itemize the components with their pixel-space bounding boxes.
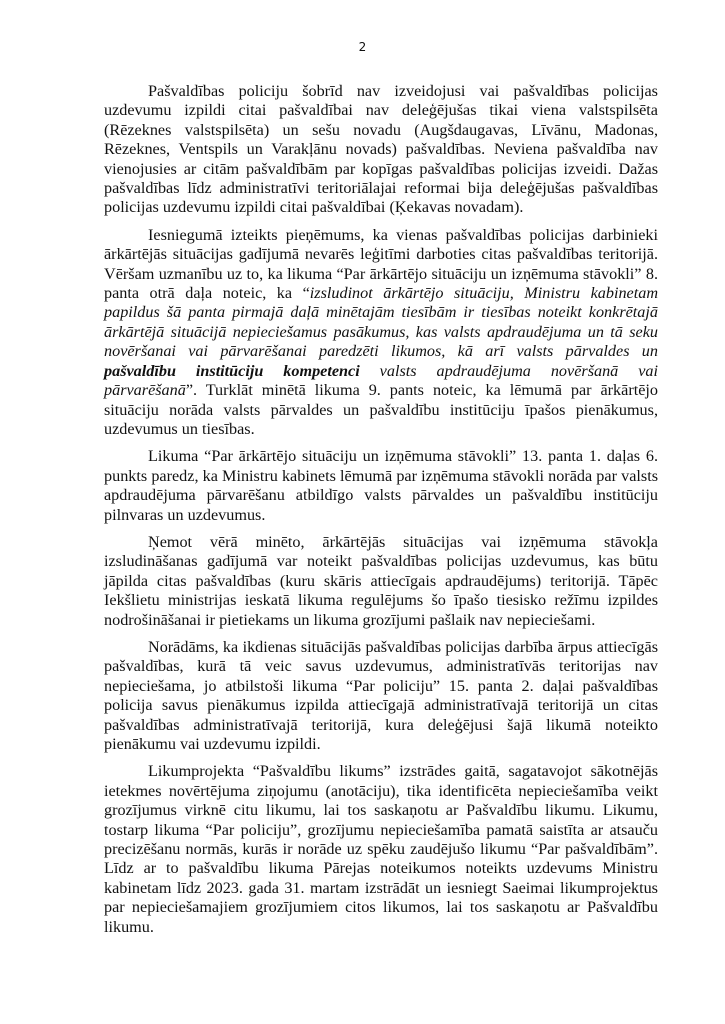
paragraph-1 (104, 82, 658, 218)
paragraph-5-text: Norādāms, ka ikdienas situācijās pašvaldības policijas darbība ārpus attiecīgās pašvaldības, kurā tā veic savus uzdevumus, administratīvās teritorijas nav nepieciešama, jo atbilstoši likuma “Par policiju” 15. panta 2. daļai pašvaldības policija savus pienākumus izpilda attiecīgajā administratīvajā teritorijā un citas pašvaldības administratīvajā teritorijā, kura deleģējusi šajā likumā noteikto pienākumu vai uzdevumu izpildi. (104, 637, 658, 753)
paragraph-1-text: Pašvaldības policiju šobrīd nav izveidojusi vai pašvaldības policijas uzdevumu izpildi citai pašvaldībai nav deleģējušas tikai viena valstspilsēta (Rēzeknes valstspilsēta) un sešu novadu (Augšdaugavas, Līvānu, Madonas, Rēzeknes, Ventspils un Varakļānu novads) pašvaldības. Neviena pašvaldība nav vienojusies ar citām pašvaldībām par kopīgas pašvaldības policijas izveidi. Dažas pašvaldības līdz administratīvi teritoriālajai reformai bija deleģējušas pašvaldības policijas uzdevumu izpildi citai pašvaldībai (Ķekavas novadam). (104, 82, 658, 217)
paragraph-6 (104, 762, 658, 937)
paragraph-3 (104, 447, 658, 525)
paragraph-2-quote-italic-end: valsts apdraudējuma novēršanā vai pārvarēšanā (104, 361, 658, 400)
paragraph-4 (104, 533, 658, 630)
paragraph-5 (104, 638, 658, 754)
paragraph-2-text-intro: Iesniegumā izteikts pieņēmums, ka vienas pašvaldības policijas darbinieki ārkārtējās situācijas gadījumā nevarēs leģitīmi darboties citas pašvaldības teritorijā. Vēršam uzmanību uz to, ka likuma “Par ārkārtējo situāciju un izņēmuma stāvokli” 8. panta otrā daļa noteic, ka “ (104, 225, 658, 303)
paragraph-2-text-outro: ”. Turklāt minētā likuma 9. pants noteic, ka lēmumā par ārkārtējo situāciju norāda valsts pārvaldes un pašvaldību institūciju īpašos pienākumus, uzdevumus un tiesības. (104, 381, 658, 438)
page-number: 2 (358, 40, 367, 54)
paragraph-2-quote-bold-italic: pašvaldību institūciju kompetenci (104, 361, 360, 380)
paragraph-2-quote-italic: izsludinot ārkārtējo situāciju, Ministru kabinetam papildus šā panta pirmajā daļā minētajām tiesībām ir tiesības noteikt konkrētajā ārkārtējā situācijā nepieciešamus pasākumus, kas valsts apdraudējuma un tā seku novēršanai vai pārvarēšanai paredzēti likumos, kā arī valsts pārvaldes un (104, 284, 659, 361)
paragraph-2 (104, 226, 658, 439)
document-body (104, 82, 658, 945)
paragraph-6-text: Likumprojekta “Pašvaldību likums” izstrādes gaitā, sagatavojot sākotnējās ietekmes novērtējuma ziņojumu (anotāciju), tika identificēta nepieciešamība veikt grozījumus virknē citu likumu, lai tos saskaņotu ar Pašvaldību likumu. Likumu, tostarp likuma “Par policiju”, grozījumu nepieciešamība pamatā saistīta ar atsauču precizēšanu normās, kurās ir norāde uz spēku zaudējušo likumu “Par pašvaldībām”. Līdz ar to pašvaldību likuma Pārejas noteikumos noteikts uzdevums Ministru kabinetam līdz 2023. gada 31. martam izstrādāt un iesniegt Saeimai likumprojektus par nepieciešamajiem grozījumiem citos likumos, lai tos saskaņotu ar Pašvaldību likumu. (104, 762, 658, 936)
paragraph-4-text: Ņemot vērā minēto, ārkārtējās situācijas vai izņēmuma stāvokļa izsludināšanas gadījumā var noteikt pašvaldības policijas uzdevumus, kas būtu jāpilda citas pašvaldības (kuru skāris attiecīgais apdraudējums) teritorijā. Tāpēc Iekšlietu ministrijas ieskatā likuma regulējums šo īpašo tiesisko režīmu izpildes nodrošināšanai ir pietiekams un likuma grozījumi pašlaik nav nepieciešami. (104, 532, 658, 629)
paragraph-3-text: Likuma “Par ārkārtējo situāciju un izņēmuma stāvokli” 13. panta 1. daļas 6. punkts paredz, ka Ministru kabinets lēmumā par izņēmuma stāvokli norāda par valsts apdraudējuma pārvarēšanu atbildīgo valsts pārvaldes un pašvaldību institūciju pilnvaras un uzdevumus. (104, 447, 658, 524)
